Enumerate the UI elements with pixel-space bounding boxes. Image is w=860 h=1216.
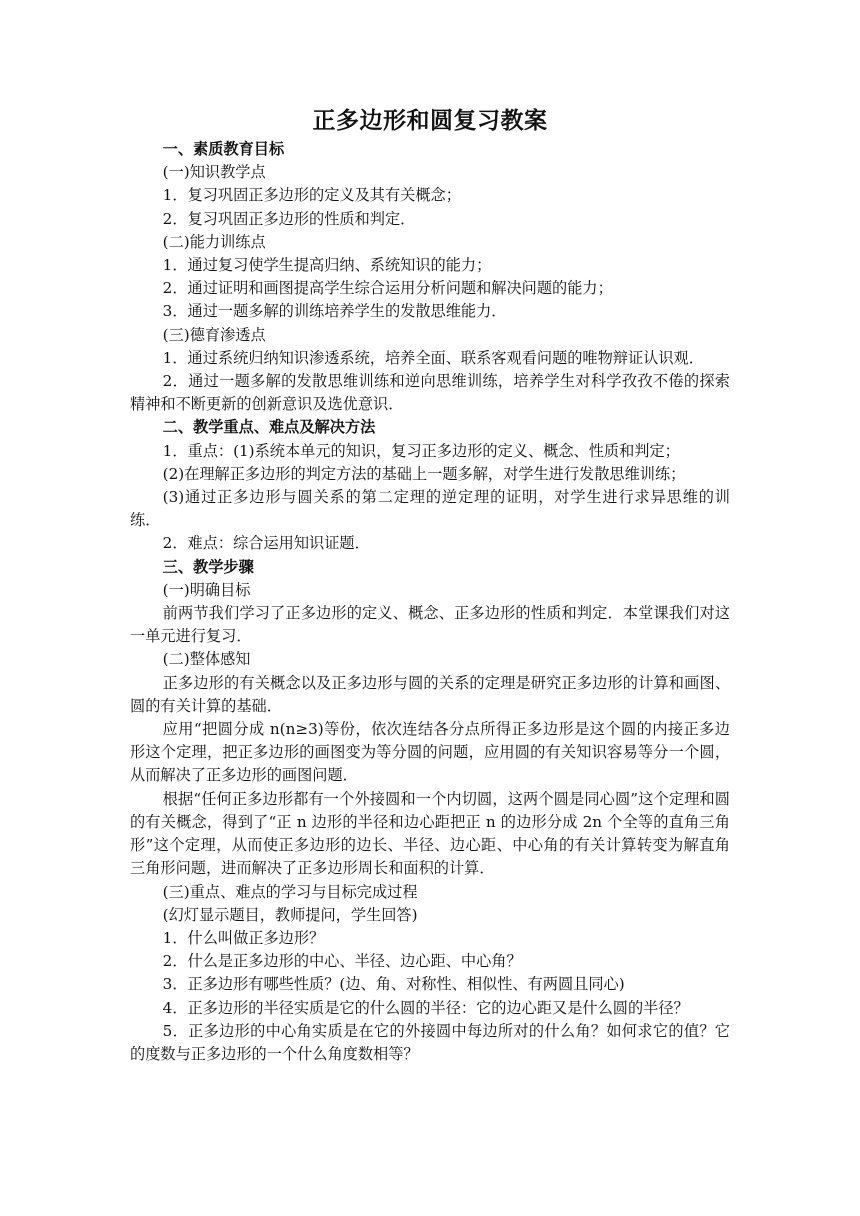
paragraph: 3．正多边形有哪些性质？(边、角、对称性、相似性、有两圆且同心) — [162, 975, 625, 994]
paragraph: 1．复习巩固正多边形的定义及其有关概念； — [162, 186, 461, 205]
section-heading: 二、教学重点、难点及解决方法 — [162, 418, 376, 437]
paragraph: (2)在理解正多边形的判定方法的基础上一题多解，对学生进行发散思维训练； — [162, 464, 686, 483]
paragraph: 应用“把圆分成 n(n≥3)等份，依次连结各分点所得正多边形是这个圆的内接正多边形这个定理，把正多边形的画图变为等分圆的问题，应用圆的有关知识容易等分一个圆，从而解决了正多边形的画图问题． — [130, 720, 730, 785]
paragraph: (一)明确目标 — [162, 580, 251, 599]
paragraph: 1．通过复习使学生提高归纳、系统知识的能力； — [162, 256, 492, 275]
paragraph: (三)德育渗透点 — [162, 325, 266, 344]
paragraph: 1．什么叫做正多边形？ — [162, 928, 325, 947]
paragraph: (一)知识教学点 — [162, 163, 266, 182]
paragraph: 2．通过证明和画图提高学生综合运用分析问题和解决问题的能力； — [162, 279, 613, 298]
paragraph: 2．通过一题多解的发散思维训练和逆向思维训练，培养学生对科学孜孜不倦的探索精神和不断更新的创新意识及选优意识． — [130, 372, 730, 414]
paragraph: (二)能力训练点 — [162, 232, 266, 251]
paragraph: 4．正多边形的半径实质是它的什么圆的半径：它的边心距又是什么圆的半径？ — [162, 998, 689, 1017]
paragraph: (二)整体感知 — [162, 650, 251, 669]
section-heading: 三、教学步骤 — [162, 557, 254, 576]
document-body — [130, 138, 730, 1066]
paragraph: 2．什么是正多边形的中心、半径、边心距、中心角？ — [162, 952, 522, 971]
paragraph: (幻灯显示题目，教师提问，学生回答) — [162, 905, 418, 924]
paragraph: (3)通过正多边形与圆关系的第二定理的逆定理的证明，对学生进行求异思维的训练． — [130, 488, 730, 530]
paragraph: 2．难点：综合运用知识证题． — [162, 534, 370, 553]
paragraph: 5．正多边形的中心角实质是在它的外接圆中每边所对的什么角？如何求它的值？它的度数与正多边形的一个什么角度数相等？ — [130, 1021, 730, 1063]
paragraph: 根据“任何正多边形都有一个外接圆和一个内切圆，这两个圆是同心圆”这个定理和圆的有关概念，得到了“正 n 边形的半径和边心距把正 n 的边形分成 2n 个全等的直角三角形”这个定理，从而使正多边形的边长、半径、边心距、中心角的有关计算转变为解直角三角形问题，进而解决了正多边形周长和面积的计算． — [130, 789, 730, 878]
paragraph: 前两节我们学习了正多边形的定义、概念、正多边形的性质和判定．本堂课我们对这一单元进行复习． — [130, 604, 730, 646]
document-page — [130, 104, 730, 1066]
paragraph: (三)重点、难点的学习与目标完成过程 — [162, 882, 418, 901]
document-title: 正多边形和圆复习教案 — [312, 107, 548, 134]
paragraph: 正多边形的有关概念以及正多边形与圆的关系的定理是研究正多边形的计算和画图、圆的有关计算的基础． — [130, 673, 730, 715]
paragraph: 1．重点：(1)系统本单元的知识，复习正多边形的定义、概念、性质和判定； — [162, 441, 680, 460]
paragraph: 1．通过系统归纳知识渗透系统，培养全面、联系客观看问题的唯物辩证认识观． — [162, 348, 704, 367]
section-heading: 一、素质教育目标 — [162, 140, 285, 158]
paragraph: 2．复习巩固正多边形的性质和判定． — [162, 209, 416, 228]
paragraph: 3．通过一题多解的训练培养学生的发散思维能力． — [162, 302, 507, 321]
